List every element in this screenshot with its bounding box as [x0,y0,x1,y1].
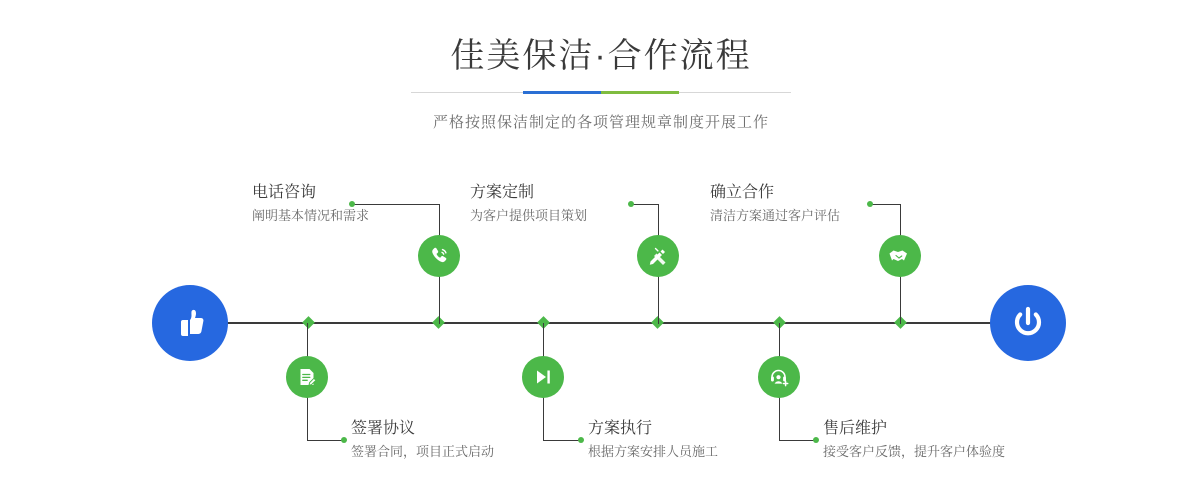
phone-call-icon [427,244,451,268]
connector-line [872,204,901,205]
title-divider [411,88,791,98]
step-desc: 签署合同，项目正式启动 [351,444,495,459]
connector-dot [867,201,873,207]
step-label-1 [252,182,369,226]
step-title: 方案执行 [588,420,653,437]
document-edit-icon [295,365,319,389]
step-title: 确立合作 [710,184,775,201]
step-title: 售后维护 [823,420,888,437]
step-desc: 阐明基本情况和需求 [252,208,370,223]
page-header [0,34,1202,132]
step-desc: 清洁方案通过客户评估 [710,208,841,223]
step-icon-badge-3[interactable] [637,235,679,277]
connector-line [633,204,659,205]
step-desc: 为客户提供项目策划 [470,208,588,223]
connector-line [543,440,581,441]
page-subtitle: 严格按照保洁制定的各项管理规章制度开展工作 [432,114,769,131]
connector-dot [578,437,584,443]
connector-line [779,440,816,441]
connector-dot [628,201,634,207]
thumbs-up-icon [170,303,210,343]
connector-dot [341,437,347,443]
step-title: 签署协议 [351,420,416,437]
page-title: 佳美保洁·合作流程 [450,37,752,75]
process-timeline [0,160,1202,502]
step-icon-badge-1[interactable] [418,235,460,277]
step-title: 电话咨询 [252,184,317,201]
step-icon-badge-4[interactable] [522,356,564,398]
play-forward-icon [531,365,555,389]
connector-dot [813,437,819,443]
divider-accent-green [601,91,679,94]
step-icon-badge-5[interactable] [879,235,921,277]
pencil-ruler-icon [646,244,670,268]
power-icon [1008,303,1048,343]
step-title: 方案定制 [470,184,535,201]
step-label-6 [823,418,1005,462]
step-label-2 [351,418,494,462]
connector-line [307,440,344,441]
headset-support-icon [767,365,791,389]
step-desc: 根据方案安排人员施工 [588,444,719,459]
divider-accent-blue [523,91,601,94]
axis-node-marker [302,316,315,329]
timeline-end-cap [990,285,1066,361]
step-label-4 [588,418,718,462]
step-desc: 接受客户反馈，提升客户体验度 [823,444,1006,459]
step-label-3 [470,182,587,226]
step-label-5 [710,182,840,226]
step-icon-badge-6[interactable] [758,356,800,398]
timeline-start-cap [152,285,228,361]
step-icon-badge-2[interactable] [286,356,328,398]
handshake-icon [887,243,913,269]
timeline-axis [155,322,1047,324]
